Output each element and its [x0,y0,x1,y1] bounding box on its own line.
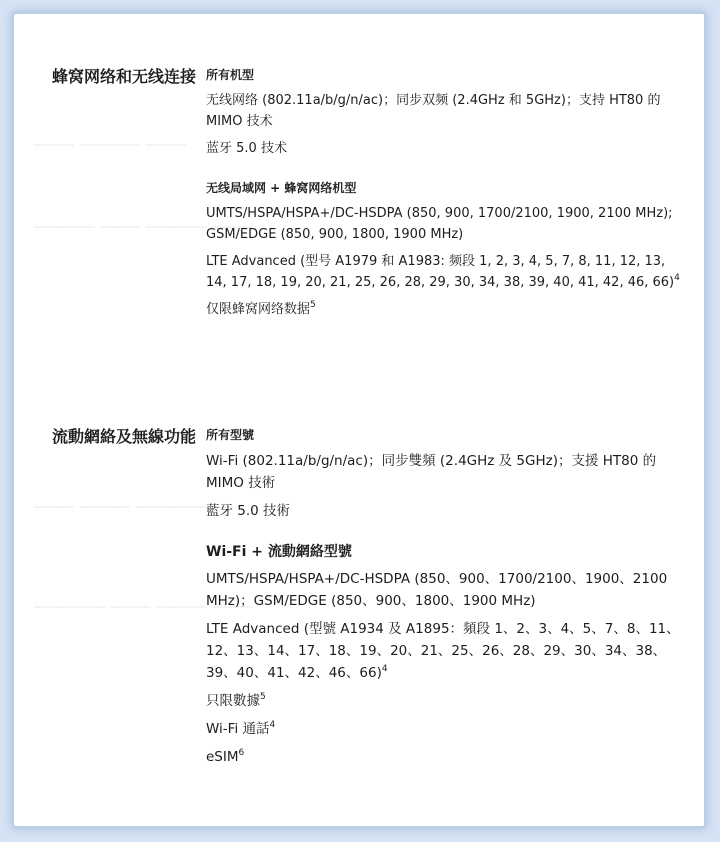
spec-item: LTE Advanced (型号 A1979 和 A1983: 频段 1, 2, 3, 4, 5, 7, 8, 11, 12, 13, 14, 17, 18, 19, 20, 21, 25, 26, 28, 29, 30, 34, 38, 39, 40, 41, 42, 46, 66)$^4$ [206,254,680,290]
background-watermark-text: ▁▁▁▁▁▁ ▁▁▁▁ ▁▁▁▁▁▁ ▁▁▁▁ [34,214,254,228]
spec-group-title: Wi-Fi + 流動網絡型號 [206,544,352,560]
footnote-marker[interactable]: 4 [381,663,388,674]
spec-card [14,14,704,826]
spec-group-title: 所有机型 [206,68,255,82]
spec-group-cellular-models [206,542,686,768]
spec-group-all-models [206,426,686,522]
spec-item: 无线网络 (802.11a/b/g/n/ac)；同步双频 (2.4GHz 和 5GHz)；支持 HT80 的 MIMO 技术 [206,93,661,129]
spec-item: UMTS/HSPA/HSPA+/DC-HSDPA (850、900、1700/2100、1900、2100 MHz)；GSM/EDGE (850、900、1800、1900 MHz) [206,571,668,609]
background-watermark-text: ▁▁▁▁ ▁▁▁▁▁▁ ▁▁▁▁ [34,132,187,146]
spec-group-all-models [206,66,686,159]
spec-group-cellular-models [206,179,686,320]
background-watermark-text: ▁▁▁▁▁▁▁ ▁▁▁▁ ▁▁▁▁▁ ▁▁▁▁ [34,594,254,608]
footnote-marker[interactable]: 4 [269,719,276,730]
spec-item: Wi-Fi (802.11a/b/g/n/ac)；同步雙頻 (2.4GHz 及 5GHz)；支援 HT80 的 MIMO 技術 [206,453,657,491]
section-title: 流動網絡及無線功能 [52,427,197,446]
spec-item: 仅限蜂窝网络数据$^5$ [206,299,316,317]
spec-item: LTE Advanced (型號 A1934 及 A1895：頻段 1、2、3、4、5、7、8、11、12、13、14、17、18、19、20、21、25、26、28、29、30、34、38、39、40、41、42、46、66)$^4$ [206,621,680,681]
footnote-marker[interactable]: 6 [238,747,245,758]
spec-list [206,426,686,774]
spec-item: 只限數據$^5$ [206,691,266,709]
footnote-marker[interactable]: 4 [674,272,680,283]
spec-list [206,66,686,326]
spec-item: UMTS/HSPA/HSPA+/DC-HSDPA (850, 900, 1700/2100, 1900, 2100 MHz); GSM/EDGE (850, 900, 1800, 1900 MHz) [206,206,673,242]
spec-item: 藍牙 5.0 技術 [206,503,291,519]
spec-item: Wi-Fi 通話$^4$ [206,719,276,737]
spec-group-title: 无线局域网 + 蜂窝网络机型 [206,181,357,195]
footnote-marker[interactable]: 5 [310,299,316,310]
spec-item: 蓝牙 5.0 技术 [206,141,287,156]
spec-group-title: 所有型號 [206,428,255,442]
spec-item: eSIM$^6$ [206,747,245,765]
section-title: 蜂窝网络和无线连接 [52,67,197,86]
background-watermark-text: ▁▁▁▁ ▁▁▁▁▁ ▁▁▁▁▁▁▁ ▁▁▁ [34,494,243,508]
footnote-marker[interactable]: 5 [260,691,266,702]
